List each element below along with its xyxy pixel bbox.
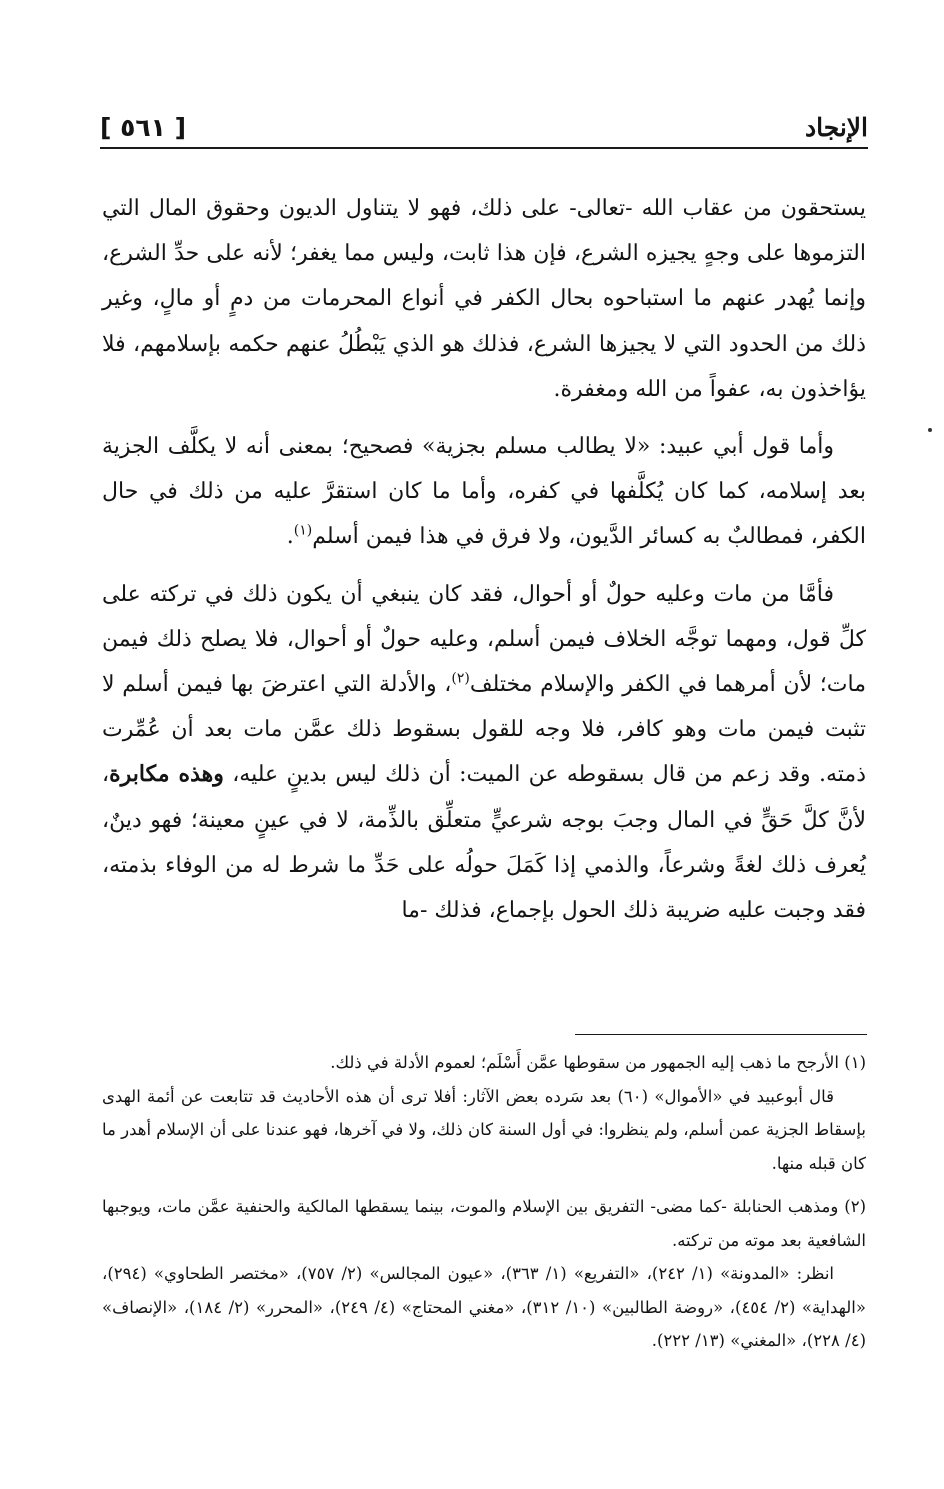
footnote-separator xyxy=(575,1034,867,1035)
paragraph-3-text-c: ، لأنَّ كلَّ حَقٍّ في المال وجبَ بوجه شرعيٍّ متعلِّق بالذِّمة، لا في عينٍ معينة؛ فهو دينٌ، يُعرف ذلك لغةً وشرعاً، والذمي إذا كَمَلَ حولُه على حَدِّ ما شرط له من الوفاء بذمته، فقد وجبت عليه ضريبة ذلك الحول بإجماع، فذلك -ما xyxy=(102,762,866,924)
chapter-title: الإنجاد xyxy=(804,113,868,142)
header-rule xyxy=(100,147,868,149)
paragraph-3-text-b: ، والأدلة التي اعترضَ بها فيمن أسلم لا تثبت فيمن مات وهو كافر، فلا وجه للقول بسقوط ذلك عمَّن مات بعد أن عُمِّرت ذمته. وقد زعم من قال بسقوطه عن الميت: أن ذلك ليس بدينٍ عليه، xyxy=(102,672,867,788)
page-number: [ ٥٦١ ] xyxy=(100,113,187,142)
paragraph-2: وأما قول أبي عبيد: «لا يطالب مسلم بجزية» فصحيح؛ بمعنى أنه لا يكلَّف الجزية بعد إسلامه، كما كان يُكلَّفها في كفره، وأما ما كان استقرَّ عليه من ذلك في حال الكفر، فمطالبٌ به كسائر الدَّيون، ولا فرق في هذا فيمن أسلم$^{(١)}$. xyxy=(102,434,866,550)
paragraph-3-text-a: فأمَّا من مات وعليه حولٌ أو أحوال، فقد كان ينبغي أن يكون ذلك في تركته على كلِّ قول، ومهما توجَّه الخلاف فيمن أسلم، وعليه حولٌ أو أحوال، فلا يصلح ذلك فيمن مات؛ لأن أمرهما في الكفر والإسلام مختلف xyxy=(102,581,866,698)
bold-phrase: وهذه مكابرة xyxy=(109,761,224,788)
margin-mark xyxy=(928,428,932,432)
footnote-ref-1[interactable]: (١) xyxy=(293,523,313,540)
paragraph-3 xyxy=(102,572,866,934)
footnotes xyxy=(102,1046,866,1368)
paragraph-2-text: وأما قول أبي عبيد: «لا يطالب مسلم بجزية» فصحيح؛ بمعنى أنه لا يكلَّف الجزية بعد إسلامه، كما كان يُكلَّفها في كفره، وأما ما كان استقرَّ عليه من ذلك في حال الكفر، فمطالبٌ به كسائر الدَّيون، ولا فرق في هذا فيمن أسلم xyxy=(102,434,866,550)
running-header xyxy=(100,98,868,142)
footnote-2-line: (٢) ومذهب الحنابلة -كما مضى- التفريق بين الإسلام والموت، بينما يسقطها المالكية والحنفية عمَّن مات، ويوجبها الشافعية بعد موته من تركته. xyxy=(102,1197,866,1250)
footnote-2-refs: انظر: «المدونة» (١/ ٢٤٢)، «التفريع» (١/ ٣٦٣)، «عيون المجالس» (٢/ ٧٥٧)، «مختصر الطحاوي» (٢٩٤)، «الهداية» (٢/ ٤٥٤)، «روضة الطالبين» (١٠/ ٣١٢)، «مغني المحتاج» (٤/ ٢٤٩)، «المحرر» (٢/ ١٨٤)، «الإنصاف» (٤/ ٢٢٨)، «المغني» (١٣/ ٢٢٢). xyxy=(102,1264,866,1350)
footnote-1-line: (١) الأرجح ما ذهب إليه الجمهور من سقوطها عمَّن أَسْلَم؛ لعموم الأدلة في ذلك. xyxy=(330,1053,866,1072)
paragraph-1: يستحقون من عقاب الله -تعالى- على ذلك، فهو لا يتناول الديون وحقوق المال التي التزموها على وجهٍ يجيزه الشرع، فإن هذا ثابت، وليس مما يغفر؛ لأنه على حدِّ الشرع، وإنما يُهدر عنهم ما استباحوه بحال الكفر في أنواع المحرمات من دمٍ أو مالٍ، وغير ذلك من الحدود التي لا يجيزها الشرع، فذلك هو الذي يَبْطُلُ عنهم حكمه بإسلامهم، فلا يؤاخذون به، عفواً من الله ومغفرة. xyxy=(102,196,866,402)
footnote-ref-2[interactable]: (٢) xyxy=(451,670,470,687)
footnote-1-quote: قال أبوعبيد في «الأموال» (٦٠) بعد سَرده بعض الآثار: أفلا ترى أن هذه الأحاديث قد تتابعت عن أئمة الهدى بإسقاط الجزية عمن أسلم، ولم ينظروا: في أول السنة كان ذلك، ولا في آخرها، فهو عندنا على أن الإسلام أهدر ما كان قبله منها. xyxy=(102,1086,866,1173)
main-text xyxy=(102,186,866,945)
